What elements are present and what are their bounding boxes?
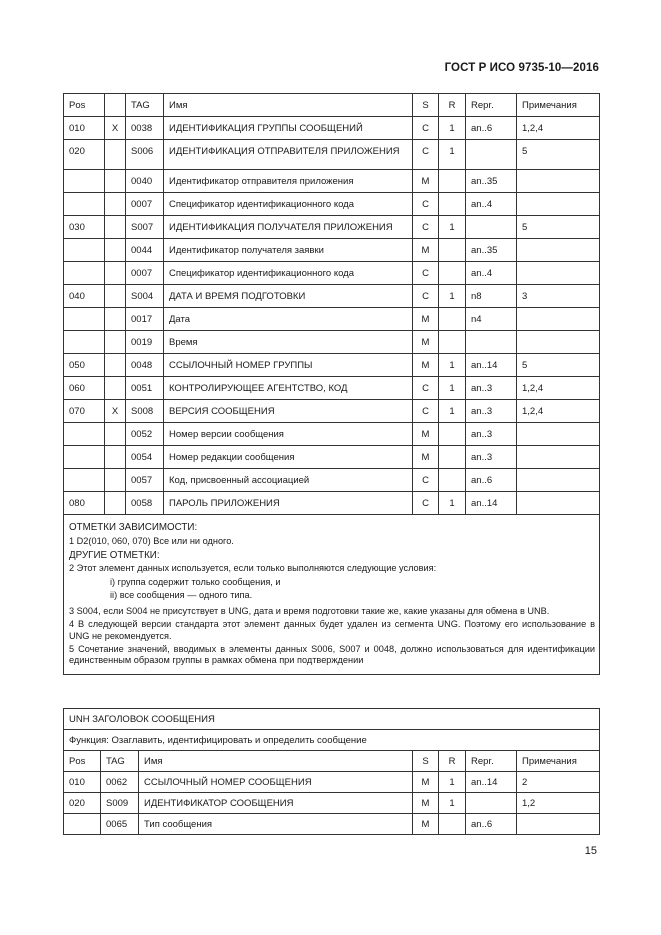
table-row <box>64 492 600 515</box>
notes-value-cell <box>517 492 600 515</box>
r-cell: 1 <box>439 377 466 400</box>
notes-value-cell <box>517 814 600 835</box>
segment-title-row <box>64 709 600 730</box>
table-row <box>64 331 600 354</box>
tag-cell: 0051 <box>126 377 164 400</box>
flag-cell <box>105 140 126 170</box>
name-cell: Идентификатор получателя заявки <box>164 239 413 262</box>
table-row <box>64 239 600 262</box>
dependency-notes-title: ОТМЕТКИ ЗАВИСИМОСТИ: <box>69 522 198 533</box>
pos-cell: 010 <box>64 772 101 793</box>
table-row <box>64 400 600 423</box>
r-cell: 1 <box>439 354 466 377</box>
pos-cell: 040 <box>64 285 105 308</box>
pos-cell <box>64 239 105 262</box>
table-row <box>64 793 600 814</box>
name-cell: Идентификатор отправителя приложения <box>164 170 413 193</box>
table-row <box>64 423 600 446</box>
repr-cell: n8 <box>466 285 517 308</box>
pos-cell <box>64 469 105 492</box>
tag-cell: S009 <box>101 793 139 814</box>
notes-value-cell <box>517 262 600 285</box>
pos-cell: 030 <box>64 216 105 239</box>
pos-cell: 060 <box>64 377 105 400</box>
name-cell: Код, присвоенный ассоциацией <box>164 469 413 492</box>
repr-cell: an..4 <box>466 193 517 216</box>
note-2: 2 Этот элемент данных используется, если только выполняются следующие условия: <box>69 563 437 574</box>
flag-cell <box>105 446 126 469</box>
column-header-pos: Pos <box>64 94 105 117</box>
pos-cell <box>64 193 105 216</box>
s-cell: M <box>413 814 439 835</box>
repr-cell: an..3 <box>466 400 517 423</box>
table-row <box>64 308 600 331</box>
column-header-r: R <box>439 751 466 772</box>
note-2-condition-i: i) группа содержит только сообщения, и <box>110 576 281 587</box>
repr-cell: an..6 <box>466 117 517 140</box>
r-cell: 1 <box>439 285 466 308</box>
note-3: 3 S004, если S004 не присутствует в UNG, дата и время подготовки такие же, какие указаны для обмена в UNB. <box>69 605 550 616</box>
column-header-flag <box>105 94 126 117</box>
name-cell: Номер версии сообщения <box>164 423 413 446</box>
flag-cell <box>105 216 126 239</box>
repr-cell: an..35 <box>466 239 517 262</box>
table-row <box>64 140 600 170</box>
flag-cell <box>105 239 126 262</box>
column-header-name: Имя <box>164 94 413 117</box>
r-cell <box>439 469 466 492</box>
segment-table <box>63 93 600 675</box>
table-row <box>64 262 600 285</box>
s-cell: C <box>413 117 439 140</box>
repr-cell: an..6 <box>466 814 517 835</box>
notes-value-cell <box>517 308 600 331</box>
notes-value-cell <box>517 446 600 469</box>
name-cell: Номер редакции сообщения <box>164 446 413 469</box>
table-row <box>64 446 600 469</box>
tag-cell: 0062 <box>101 772 139 793</box>
repr-cell: an..6 <box>466 469 517 492</box>
tag-cell: 0007 <box>126 262 164 285</box>
tag-cell: 0017 <box>126 308 164 331</box>
s-cell: M <box>413 308 439 331</box>
r-cell <box>439 193 466 216</box>
flag-cell <box>105 262 126 285</box>
repr-cell <box>466 331 517 354</box>
column-header-r: R <box>439 94 466 117</box>
notes-value-cell <box>517 170 600 193</box>
repr-cell: an..4 <box>466 262 517 285</box>
segment-function: Функция: Озаглавить, идентифицировать и определить сообщение <box>64 730 600 751</box>
tag-cell: 0019 <box>126 331 164 354</box>
tag-cell: S007 <box>126 216 164 239</box>
s-cell: M <box>413 170 439 193</box>
s-cell: M <box>413 331 439 354</box>
s-cell: C <box>413 492 439 515</box>
column-header-s: S <box>413 94 439 117</box>
name-cell: ДАТА И ВРЕМЯ ПОДГОТОВКИ <box>164 285 413 308</box>
r-cell <box>439 423 466 446</box>
r-cell <box>439 170 466 193</box>
flag-cell <box>105 354 126 377</box>
pos-cell: 070 <box>64 400 105 423</box>
r-cell: 1 <box>439 117 466 140</box>
name-cell: ПАРОЛЬ ПРИЛОЖЕНИЯ <box>164 492 413 515</box>
name-cell: ВЕРСИЯ СООБЩЕНИЯ <box>164 400 413 423</box>
pos-cell: 010 <box>64 117 105 140</box>
flag-cell <box>105 492 126 515</box>
name-cell: ИДЕНТИФИКАТОР СООБЩЕНИЯ <box>139 793 413 814</box>
r-cell: 1 <box>439 492 466 515</box>
column-header-tag: TAG <box>126 94 164 117</box>
pos-cell <box>64 446 105 469</box>
s-cell: M <box>413 239 439 262</box>
column-header-s: S <box>413 751 439 772</box>
notes-row <box>64 515 600 675</box>
table-row <box>64 285 600 308</box>
tag-cell: S008 <box>126 400 164 423</box>
name-cell: ИДЕНТИФИКАЦИЯ ПОЛУЧАТЕЛЯ ПРИЛОЖЕНИЯ <box>164 216 413 239</box>
flag-cell: X <box>105 400 126 423</box>
r-cell: 1 <box>439 140 466 170</box>
notes-value-cell: 1,2 <box>517 793 600 814</box>
tag-cell: 0065 <box>101 814 139 835</box>
r-cell <box>439 262 466 285</box>
s-cell: C <box>413 469 439 492</box>
r-cell <box>439 331 466 354</box>
table-row <box>64 814 600 835</box>
s-cell: C <box>413 400 439 423</box>
tag-cell: S004 <box>126 285 164 308</box>
flag-cell <box>105 285 126 308</box>
notes-cell <box>64 515 600 675</box>
r-cell <box>439 239 466 262</box>
flag-cell <box>105 193 126 216</box>
table-row <box>64 170 600 193</box>
name-cell: Тип сообщения <box>139 814 413 835</box>
column-header-notes: Примечания <box>517 751 600 772</box>
repr-cell: an..3 <box>466 446 517 469</box>
pos-cell: 020 <box>64 140 105 170</box>
r-cell: 1 <box>439 216 466 239</box>
unh-segment-table <box>63 708 600 835</box>
s-cell: C <box>413 377 439 400</box>
r-cell: 1 <box>439 772 466 793</box>
segment-title: UNH ЗАГОЛОВОК СООБЩЕНИЯ <box>64 709 600 730</box>
tag-cell: 0038 <box>126 117 164 140</box>
repr-cell: an..3 <box>466 423 517 446</box>
table-header-row <box>64 751 600 772</box>
table-row <box>64 772 600 793</box>
tag-cell: 0058 <box>126 492 164 515</box>
name-cell: КОНТРОЛИРУЮЩЕЕ АГЕНТСТВО, КОД <box>164 377 413 400</box>
repr-cell: an..14 <box>466 354 517 377</box>
s-cell: C <box>413 193 439 216</box>
notes-value-cell <box>517 239 600 262</box>
flag-cell <box>105 469 126 492</box>
page-number: 15 <box>584 845 597 857</box>
r-cell <box>439 446 466 469</box>
pos-cell <box>64 170 105 193</box>
repr-cell <box>466 793 517 814</box>
flag-cell <box>105 377 126 400</box>
s-cell: M <box>413 354 439 377</box>
s-cell: C <box>413 216 439 239</box>
table-header-row <box>64 94 600 117</box>
table-row <box>64 193 600 216</box>
pos-cell <box>64 262 105 285</box>
notes-value-cell: 1,2,4 <box>517 377 600 400</box>
pos-cell: 080 <box>64 492 105 515</box>
flag-cell <box>105 331 126 354</box>
flag-cell <box>105 308 126 331</box>
s-cell: M <box>413 446 439 469</box>
document-header: ГОСТ Р ИСО 9735-10—2016 <box>444 62 599 74</box>
repr-cell <box>466 140 517 170</box>
column-header-pos: Pos <box>64 751 101 772</box>
s-cell: C <box>413 285 439 308</box>
notes-value-cell <box>517 331 600 354</box>
s-cell: C <box>413 140 439 170</box>
repr-cell: an..14 <box>466 492 517 515</box>
table-row <box>64 354 600 377</box>
s-cell: M <box>413 423 439 446</box>
name-cell: ИДЕНТИФИКАЦИЯ ГРУППЫ СООБЩЕНИЙ <box>164 117 413 140</box>
r-cell <box>439 308 466 331</box>
name-cell: Дата <box>164 308 413 331</box>
pos-cell: 020 <box>64 793 101 814</box>
notes-value-cell: 1,2,4 <box>517 400 600 423</box>
r-cell <box>439 814 466 835</box>
notes-value-cell <box>517 423 600 446</box>
r-cell: 1 <box>439 793 466 814</box>
repr-cell: an..35 <box>466 170 517 193</box>
column-header-name: Имя <box>139 751 413 772</box>
tag-cell: 0052 <box>126 423 164 446</box>
name-cell: Спецификатор идентификационного кода <box>164 262 413 285</box>
flag-cell: X <box>105 117 126 140</box>
tag-cell: 0040 <box>126 170 164 193</box>
tag-cell: S006 <box>126 140 164 170</box>
table-row <box>64 117 600 140</box>
column-header-repr: Repr. <box>466 751 517 772</box>
pos-cell: 050 <box>64 354 105 377</box>
table-row <box>64 377 600 400</box>
pos-cell <box>64 331 105 354</box>
repr-cell: an..3 <box>466 377 517 400</box>
repr-cell <box>466 216 517 239</box>
name-cell: Спецификатор идентификационного кода <box>164 193 413 216</box>
notes-value-cell <box>517 193 600 216</box>
other-notes-title: ДРУГИЕ ОТМЕТКИ: <box>69 549 160 561</box>
notes-value-cell: 5 <box>517 216 600 239</box>
notes-value-cell: 5 <box>517 354 600 377</box>
flag-cell <box>105 170 126 193</box>
tag-cell: 0057 <box>126 469 164 492</box>
table-row <box>64 216 600 239</box>
flag-cell <box>105 423 126 446</box>
name-cell: ССЫЛОЧНЫЙ НОМЕР СООБЩЕНИЯ <box>139 772 413 793</box>
note-4: 4 В следующей версии стандарта этот элемент данных будет удален из сегмента UNG. Поэтому его использование в UNG не рекомендуется. <box>69 618 595 641</box>
pos-cell <box>64 308 105 331</box>
s-cell: C <box>413 262 439 285</box>
tag-cell: 0044 <box>126 239 164 262</box>
dependency-note: 1 D2(010, 060, 070) Все или ни одного. <box>69 535 234 546</box>
s-cell: M <box>413 772 439 793</box>
column-header-repr: Repr. <box>466 94 517 117</box>
name-cell: ССЫЛОЧНЫЙ НОМЕР ГРУППЫ <box>164 354 413 377</box>
tag-cell: 0054 <box>126 446 164 469</box>
notes-value-cell: 5 <box>517 140 600 170</box>
repr-cell: an..14 <box>466 772 517 793</box>
segment-function-row <box>64 730 600 751</box>
column-header-notes: Примечания <box>517 94 600 117</box>
note-5: 5 Сочетание значений, вводимых в элементы данных S006, S007 и 0048, должно использоваться для идентификации единственным образом группы в рамках обмена при подтверждении <box>69 643 595 666</box>
s-cell: M <box>413 793 439 814</box>
name-cell: ИДЕНТИФИКАЦИЯ ОТПРАВИТЕЛЯ ПРИЛОЖЕНИЯ <box>164 140 413 170</box>
column-header-tag: TAG <box>101 751 139 772</box>
notes-value-cell <box>517 469 600 492</box>
notes-value-cell: 2 <box>517 772 600 793</box>
repr-cell: n4 <box>466 308 517 331</box>
r-cell: 1 <box>439 400 466 423</box>
notes-value-cell: 3 <box>517 285 600 308</box>
notes-value-cell: 1,2,4 <box>517 117 600 140</box>
pos-cell <box>64 814 101 835</box>
table-row <box>64 469 600 492</box>
name-cell: Время <box>164 331 413 354</box>
tag-cell: 0048 <box>126 354 164 377</box>
pos-cell <box>64 423 105 446</box>
tag-cell: 0007 <box>126 193 164 216</box>
note-2-condition-ii: ii) все сообщения — одного типа. <box>110 590 253 601</box>
